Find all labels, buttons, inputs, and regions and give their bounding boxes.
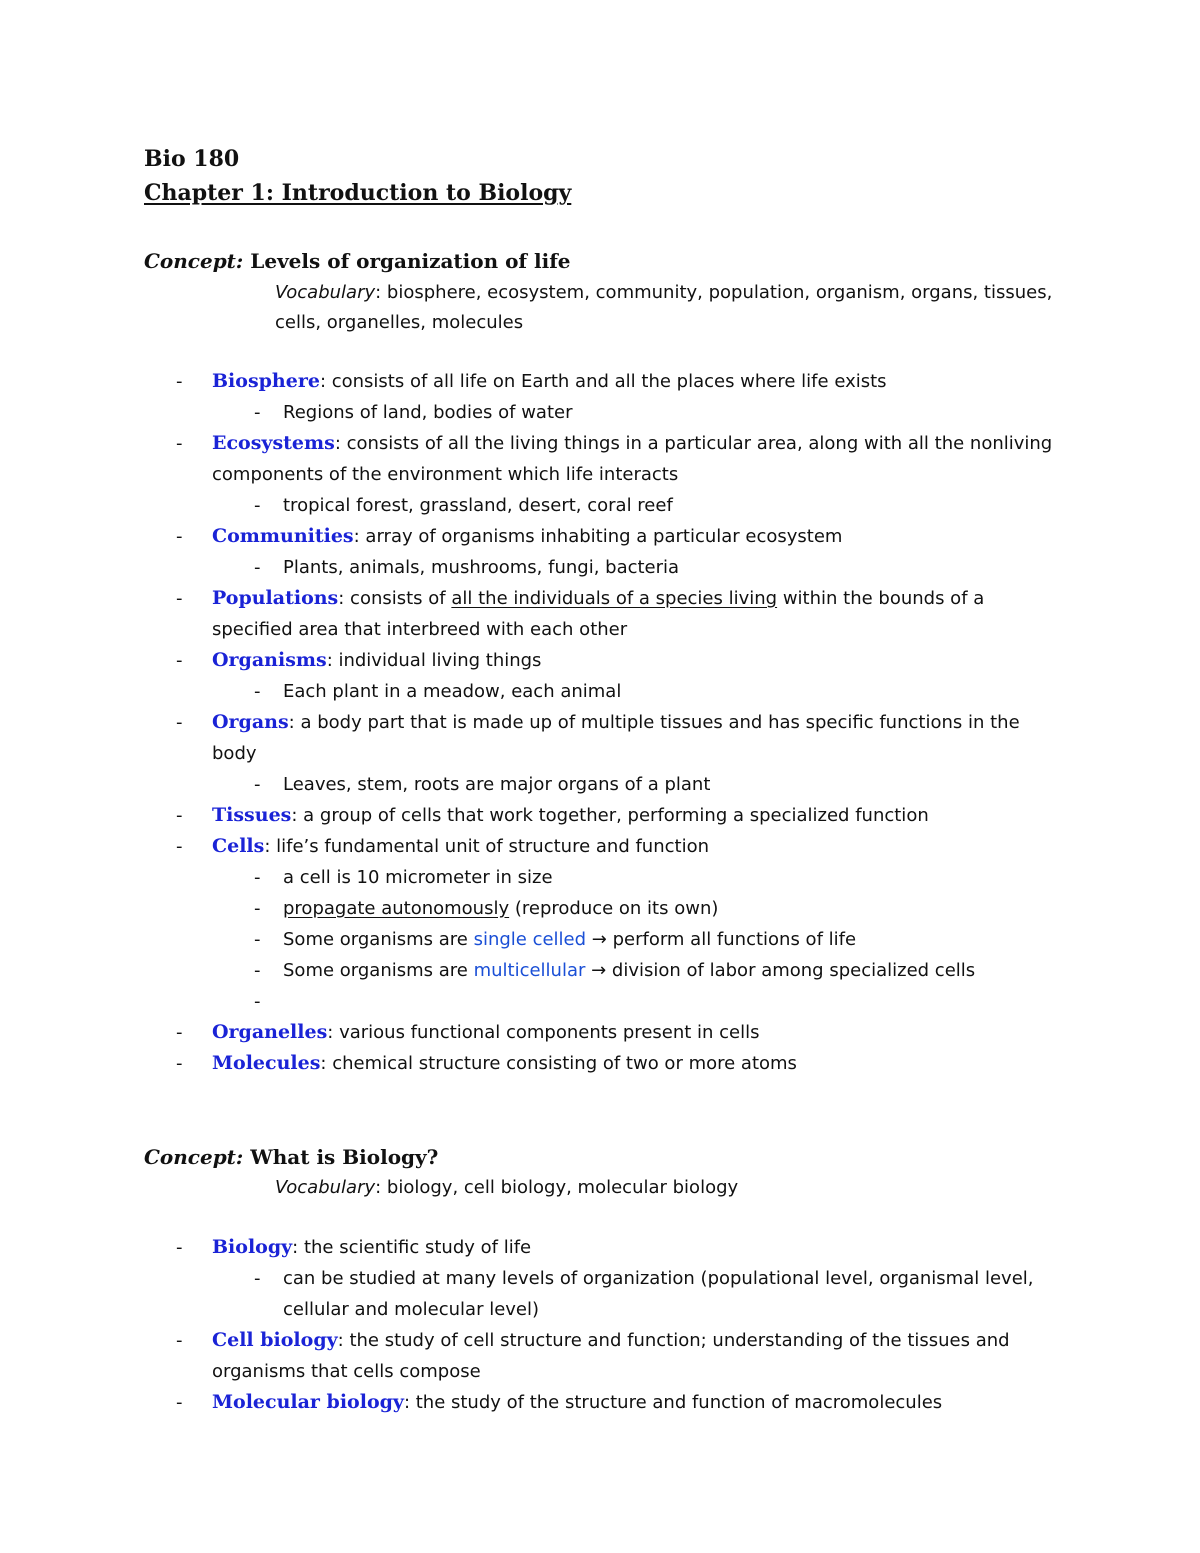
concept-heading bbox=[144, 1143, 438, 1171]
highlighted-term: single celled bbox=[473, 929, 587, 950]
list-item bbox=[0, 1017, 1200, 1048]
sub-list-item bbox=[0, 769, 1200, 800]
example-text: can be studied at many levels of organization (populational level, organismal level, cellular and molecular level) bbox=[283, 1268, 1034, 1320]
definition: : the study of the structure and function of macromolecules bbox=[403, 1392, 943, 1413]
concept-1-list bbox=[0, 366, 1200, 1079]
list-item bbox=[0, 521, 1200, 552]
example-text: tropical forest, grassland, desert, coral reef bbox=[283, 495, 673, 516]
definition: : life’s fundamental unit of structure and function bbox=[264, 836, 709, 857]
example-text: Each plant in a meadow, each animal bbox=[283, 681, 622, 702]
bullet-dash: - bbox=[176, 588, 183, 609]
concept-title: Levels of organization of life bbox=[243, 249, 571, 273]
definition: : chemical structure consisting of two or more atoms bbox=[320, 1053, 797, 1074]
list-item bbox=[0, 1325, 1200, 1387]
example-text: → perform all functions of life bbox=[586, 929, 857, 950]
bullet-dash: - bbox=[254, 495, 261, 516]
bullet-dash: - bbox=[176, 1330, 183, 1351]
list-item bbox=[0, 366, 1200, 397]
bullet-dash: - bbox=[176, 1022, 183, 1043]
sub-list-item-empty bbox=[0, 986, 1200, 1017]
bullet-dash: - bbox=[254, 991, 261, 1012]
example-text: Plants, animals, mushrooms, fungi, bacteria bbox=[283, 557, 680, 578]
sub-list-item bbox=[0, 955, 1200, 986]
term-molecular-biology: Molecular biology bbox=[212, 1391, 404, 1413]
bullet-dash: - bbox=[176, 433, 183, 454]
vocabulary-line bbox=[275, 278, 1075, 338]
bullet-dash: - bbox=[176, 371, 183, 392]
list-item bbox=[0, 428, 1200, 490]
bullet-dash: - bbox=[254, 774, 261, 795]
term-organs: Organs bbox=[212, 711, 289, 733]
sub-list-item bbox=[0, 490, 1200, 521]
list-item bbox=[0, 583, 1200, 645]
list-item bbox=[0, 1387, 1200, 1418]
sub-list-item bbox=[0, 862, 1200, 893]
term-communities: Communities bbox=[212, 525, 354, 547]
bullet-dash: - bbox=[254, 402, 261, 423]
term-organelles: Organelles bbox=[212, 1021, 328, 1043]
term-biosphere: Biosphere bbox=[212, 370, 320, 392]
bullet-dash: - bbox=[254, 1268, 261, 1289]
list-item bbox=[0, 831, 1200, 862]
definition: : consists of all life on Earth and all the places where life exists bbox=[319, 371, 887, 392]
example-text: Some organisms are bbox=[283, 960, 474, 981]
definition: : consists of all the living things in a particular area, along with all the nonliving components of the environment which life interacts bbox=[212, 433, 1053, 485]
term-cell-biology: Cell biology bbox=[212, 1329, 338, 1351]
bullet-dash: - bbox=[254, 557, 261, 578]
definition: : a group of cells that work together, performing a specialized function bbox=[291, 805, 929, 826]
vocabulary-terms: : biosphere, ecosystem, community, population, organism, organs, tissues, cells, organelles, molecules bbox=[275, 282, 1053, 333]
bullet-dash: - bbox=[176, 650, 183, 671]
list-item bbox=[0, 707, 1200, 769]
definition: : array of organisms inhabiting a particular ecosystem bbox=[353, 526, 843, 547]
example-text: a cell is 10 micrometer in size bbox=[283, 867, 553, 888]
bullet-dash: - bbox=[176, 526, 183, 547]
term-populations: Populations bbox=[212, 587, 339, 609]
example-text: Leaves, stem, roots are major organs of a plant bbox=[283, 774, 711, 795]
sub-list-item bbox=[0, 397, 1200, 428]
vocabulary-line bbox=[275, 1173, 1075, 1203]
vocabulary-label: Vocabulary bbox=[275, 1177, 376, 1198]
concept-2-list bbox=[0, 1232, 1200, 1418]
course-title: Bio 180 bbox=[144, 146, 240, 172]
concept-heading bbox=[144, 247, 571, 275]
definition: : a body part that is made up of multiple tissues and has specific functions in the body bbox=[212, 712, 1020, 764]
concept-label: Concept: bbox=[144, 1145, 244, 1169]
bullet-dash: - bbox=[176, 805, 183, 826]
term-tissues: Tissues bbox=[212, 804, 292, 826]
sub-list-item bbox=[0, 893, 1200, 924]
bullet-dash: - bbox=[176, 1392, 183, 1413]
term-biology: Biology bbox=[212, 1236, 293, 1258]
definition: : individual living things bbox=[326, 650, 542, 671]
list-item bbox=[0, 645, 1200, 676]
bullet-dash: - bbox=[254, 929, 261, 950]
underlined-phrase: propagate autonomously bbox=[283, 898, 510, 919]
example-text: → division of labor among specialized cells bbox=[585, 960, 976, 981]
bullet-dash: - bbox=[254, 681, 261, 702]
example-text: Regions of land, bodies of water bbox=[283, 402, 573, 423]
sub-list-item bbox=[0, 1263, 1200, 1325]
concept-title: What is Biology? bbox=[243, 1145, 439, 1169]
definition: : various functional components present in cells bbox=[327, 1022, 760, 1043]
term-ecosystems: Ecosystems bbox=[212, 432, 335, 454]
concept-label: Concept: bbox=[144, 249, 244, 273]
bullet-dash: - bbox=[254, 960, 261, 981]
term-molecules: Molecules bbox=[212, 1052, 321, 1074]
bullet-dash: - bbox=[176, 1237, 183, 1258]
sub-list-item bbox=[0, 552, 1200, 583]
term-organisms: Organisms bbox=[212, 649, 327, 671]
sub-list-item bbox=[0, 924, 1200, 955]
list-item bbox=[0, 1048, 1200, 1079]
definition: : the study of cell structure and function; understanding of the tissues and organisms that cells compose bbox=[212, 1330, 1010, 1382]
list-item bbox=[0, 1232, 1200, 1263]
bullet-dash: - bbox=[176, 836, 183, 857]
definition-part: within the bounds of a specified area that interbreed with each other bbox=[212, 588, 985, 640]
chapter-title: Chapter 1: Introduction to Biology bbox=[144, 180, 572, 206]
bullet-dash: - bbox=[254, 898, 261, 919]
term-cells: Cells bbox=[212, 835, 265, 857]
bullet-dash: - bbox=[254, 867, 261, 888]
underlined-phrase: all the individuals of a species living bbox=[451, 588, 778, 609]
example-text: Some organisms are bbox=[283, 929, 474, 950]
definition-part: : consists of bbox=[338, 588, 452, 609]
example-text: (reproduce on its own) bbox=[509, 898, 719, 919]
highlighted-term: multicellular bbox=[473, 960, 586, 981]
vocabulary-terms: : biology, cell biology, molecular biology bbox=[375, 1177, 739, 1198]
bullet-dash: - bbox=[176, 712, 183, 733]
vocabulary-label: Vocabulary bbox=[275, 282, 376, 303]
list-item bbox=[0, 800, 1200, 831]
sub-list-item bbox=[0, 676, 1200, 707]
definition: : the scientific study of life bbox=[292, 1237, 532, 1258]
bullet-dash: - bbox=[176, 1053, 183, 1074]
